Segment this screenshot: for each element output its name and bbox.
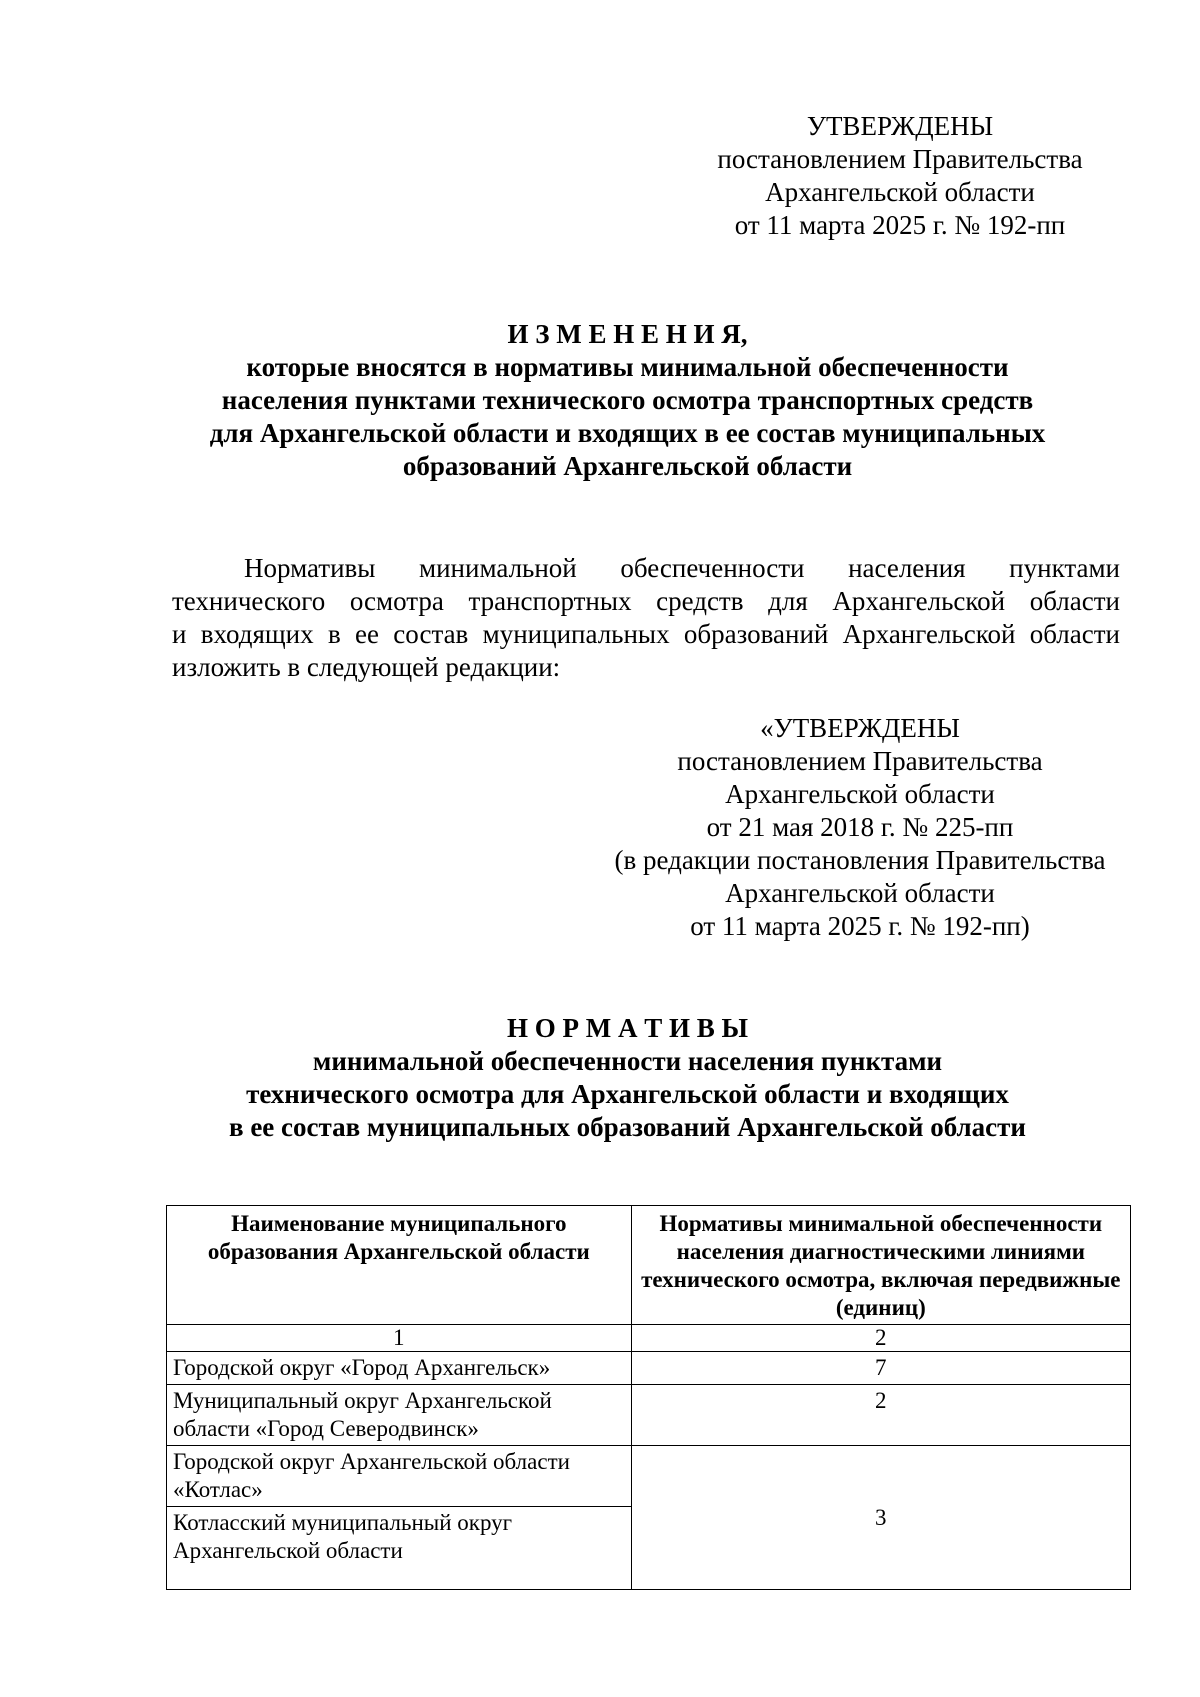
approval-quote [600,712,1120,943]
table-cell: Городской округ Архангельской области «Котлас» [167,1446,632,1507]
table-cell: Котласский муниципальный округ Архангельской области [167,1507,632,1590]
table-number-row [167,1325,1131,1352]
approval-quote-line: от 11 марта 2025 г. № 192-пп) [690,911,1030,941]
approval-quote-line: Архангельской области [725,779,995,809]
norms-subtitle-line: в ее состав муниципальных образований Архангельской области [228,1112,1026,1142]
changes-subtitle-line: которые вносятся в нормативы минимальной обеспеченности [246,352,1009,382]
approval-header-line: УТВЕРЖДЕНЫ [806,111,994,141]
table-header-cell: Нормативы минимальной обеспеченности населения диагностическими линиями технического осмотра, включая передвижные (единиц) [631,1206,1130,1325]
approval-header-line: Архангельской области [765,177,1035,207]
approval-header-line: постановлением Правительства [717,144,1083,174]
norms-subtitle-line: минимальной обеспеченности населения пунктами [312,1046,943,1076]
approval-quote-line: «УТВЕРЖДЕНЫ [760,713,960,743]
approval-quote-line: (в редакции постановления Правительства [614,845,1106,875]
table-row [167,1446,1131,1507]
changes-subtitle-line: образований Архангельской области [402,451,853,481]
paragraph-line: изложить в следующей редакции: [172,652,561,682]
table-header-cell: Наименование муниципального образования Архангельской области [167,1206,632,1325]
table-row [167,1352,1131,1385]
approval-quote-line: постановлением Правительства [677,746,1043,776]
approval-quote-line: от 21 мая 2018 г. № 225-пп [706,812,1014,842]
norms-title: Н О Р М А Т И В Ы [506,1013,748,1043]
table-cell: 3 [631,1446,1130,1590]
table-cell: 7 [631,1352,1130,1385]
table-cell: Муниципальный округ Архангельской области «Город Северодвинск» [167,1385,632,1446]
norms-heading [160,1012,1095,1144]
table-cell: Городской округ «Город Архангельск» [167,1352,632,1385]
body-paragraph [172,552,1120,684]
paragraph-line: технического осмотра транспортных средств для Архангельской области [172,586,1120,616]
table-row [167,1385,1131,1446]
norms-table [166,1205,1131,1590]
paragraph-line: Нормативы минимальной обеспеченности населения пунктами [244,553,1120,583]
approval-header [690,110,1110,242]
changes-title: И З М Е Н Е Н И Я, [507,319,748,349]
changes-subtitle-line: населения пунктами технического осмотра транспортных средств [221,385,1034,415]
approval-quote-line: Архангельской области [725,878,995,908]
approval-header-line: от 11 марта 2025 г. № 192-пп [734,210,1066,240]
table-header-row [167,1206,1131,1325]
changes-heading [160,318,1095,483]
table-cell: 1 [167,1325,632,1352]
changes-subtitle-line: для Архангельской области и входящих в ее состав муниципальных [209,418,1046,448]
table-cell: 2 [631,1385,1130,1446]
table-cell: 2 [631,1325,1130,1352]
paragraph-line: и входящих в ее состав муниципальных образований Архангельской области [172,619,1120,649]
norms-subtitle-line: технического осмотра для Архангельской области и входящих [246,1079,1009,1109]
